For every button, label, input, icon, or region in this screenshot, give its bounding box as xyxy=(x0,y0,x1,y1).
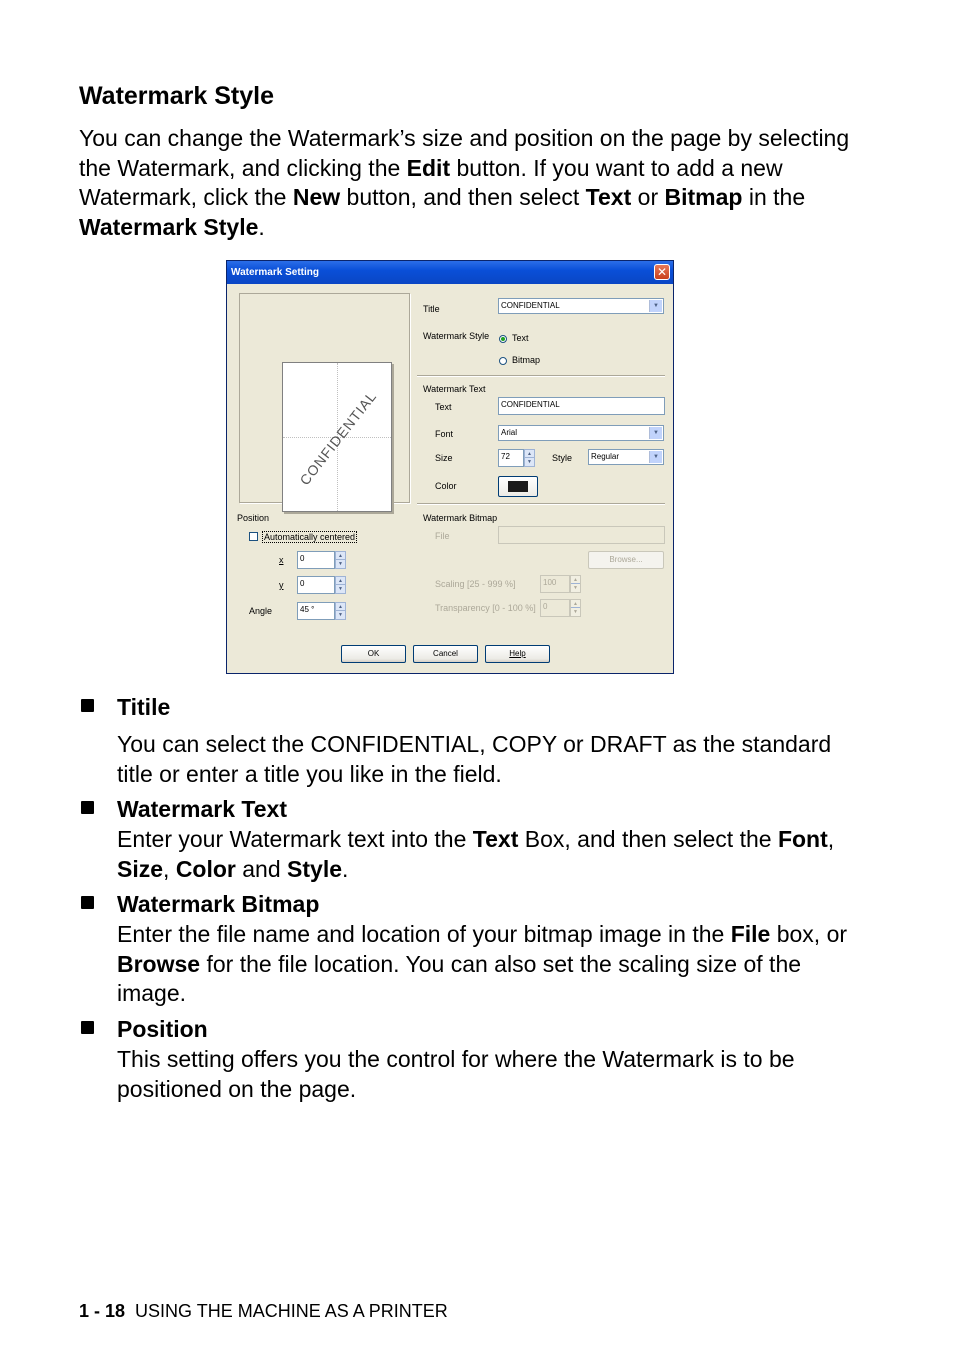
bullet-title xyxy=(79,694,859,790)
intro-paragraph: You can change the Watermark’s size and position on the page by selecting the Watermark, and clicking the Edit button. If you want to add a new Watermark, click the New button, and then select Text or Bitmap in the Watermark Style. xyxy=(79,125,850,241)
footer-section: USING THE MACHINE AS A PRINTER xyxy=(135,1301,448,1321)
bullet-square-icon xyxy=(81,896,94,909)
style-select[interactable]: Regular ▼ xyxy=(588,449,664,465)
file-label: File xyxy=(435,531,450,541)
dialog-titlebar[interactable] xyxy=(227,261,673,284)
color-swatch xyxy=(508,481,528,492)
position-label: Position xyxy=(237,513,270,523)
bullet-watermark-bitmap xyxy=(79,891,859,1011)
bullet-position-heading: Position xyxy=(117,1016,208,1042)
bullet-title-heading: Titile xyxy=(117,694,171,720)
chevron-down-icon[interactable]: ▼ xyxy=(649,300,662,312)
bullet-square-icon xyxy=(81,1021,94,1034)
angle-label: Angle xyxy=(249,606,273,616)
page-preview xyxy=(282,362,392,512)
transparency-spinner[interactable]: ▲ ▼ xyxy=(570,599,581,617)
y-spinner[interactable]: ▲ ▼ xyxy=(335,576,346,594)
file-input[interactable] xyxy=(498,526,665,544)
ok-button[interactable]: OK xyxy=(341,645,406,663)
dialog-title: Watermark Setting xyxy=(231,267,319,278)
bullet-watermark-text xyxy=(79,796,859,886)
preview-frame xyxy=(239,293,410,503)
watermark-style-label: Watermark Style xyxy=(423,331,490,341)
bullet-title-text: You can select the CONFIDENTIAL, COPY or DRAFT as the standard title or enter a title you like in the field. xyxy=(117,731,832,787)
scaling-input[interactable]: 100 xyxy=(540,575,570,593)
bullet-watermark-bitmap-heading: Watermark Bitmap xyxy=(117,891,320,917)
bullet-watermark-bitmap-body: Enter the file name and location of your bitmap image in the File box, or Browse for the file location. You can also set the scaling size of the image. xyxy=(117,921,848,1007)
angle-input[interactable]: 45 ° xyxy=(297,602,335,620)
chevron-down-icon[interactable]: ▼ xyxy=(649,427,662,439)
preview-watermark-text: CONFIDENTIAL xyxy=(296,387,380,489)
bullet-square-icon xyxy=(81,801,94,814)
size-spinner[interactable]: ▲ ▼ xyxy=(524,449,535,467)
x-input[interactable]: 0 xyxy=(297,551,335,569)
bullet-watermark-text-heading: Watermark Text xyxy=(117,796,288,822)
x-spinner[interactable]: ▲ ▼ xyxy=(335,551,346,569)
radio-text-label: Text xyxy=(512,333,529,343)
watermark-setting-dialog xyxy=(226,260,674,674)
text-label: Text xyxy=(435,402,452,412)
color-button[interactable] xyxy=(498,476,538,497)
angle-spinner[interactable]: ▲ ▼ xyxy=(335,602,346,620)
watermark-bitmap-group-label: Watermark Bitmap xyxy=(423,513,498,523)
color-label: Color xyxy=(435,481,457,491)
bullet-square-icon xyxy=(81,699,94,712)
auto-centered-checkbox[interactable] xyxy=(249,532,258,541)
radio-bitmap[interactable] xyxy=(499,357,507,365)
radio-bitmap-label: Bitmap xyxy=(512,355,541,365)
help-button[interactable]: Help xyxy=(485,645,550,663)
font-label: Font xyxy=(435,429,454,439)
style-label: Style xyxy=(552,453,573,463)
title-label: Title xyxy=(423,304,440,314)
watermark-text-group-label: Watermark Text xyxy=(423,384,486,394)
browse-button[interactable]: Browse... xyxy=(588,551,664,569)
auto-centered-label: Automatically centered xyxy=(264,532,356,542)
bullet-watermark-text-body: Enter your Watermark text into the Text Box, and then select the Font, Size, Color and Style. xyxy=(117,826,835,882)
cancel-button[interactable]: Cancel xyxy=(413,645,478,663)
size-label: Size xyxy=(435,453,453,463)
bullet-position-body: This setting offers you the control for where the Watermark is to be positioned on the page. xyxy=(117,1046,795,1102)
x-label: x xyxy=(279,555,284,565)
transparency-label: Transparency [0 - 100 %] xyxy=(435,603,536,613)
y-input[interactable]: 0 xyxy=(297,576,335,594)
page-footer xyxy=(79,1301,448,1322)
font-select[interactable]: Arial ▼ xyxy=(498,425,664,441)
radio-text[interactable] xyxy=(499,335,507,343)
size-input[interactable]: 72 xyxy=(498,449,524,467)
title-select[interactable]: CONFIDENTIAL ▼ xyxy=(498,298,664,314)
transparency-input[interactable]: 0 xyxy=(540,599,570,617)
section-heading: Watermark Style xyxy=(79,82,274,110)
close-icon[interactable]: ✕ xyxy=(654,264,670,280)
scaling-label: Scaling [25 - 999 %] xyxy=(435,579,516,589)
bullet-position xyxy=(79,1016,859,1106)
y-label: y xyxy=(279,580,284,590)
chevron-down-icon[interactable]: ▼ xyxy=(649,451,662,463)
text-input[interactable]: CONFIDENTIAL xyxy=(498,397,665,415)
page-number: 1 - 18 xyxy=(79,1301,126,1321)
scaling-spinner[interactable]: ▲ ▼ xyxy=(570,575,581,593)
